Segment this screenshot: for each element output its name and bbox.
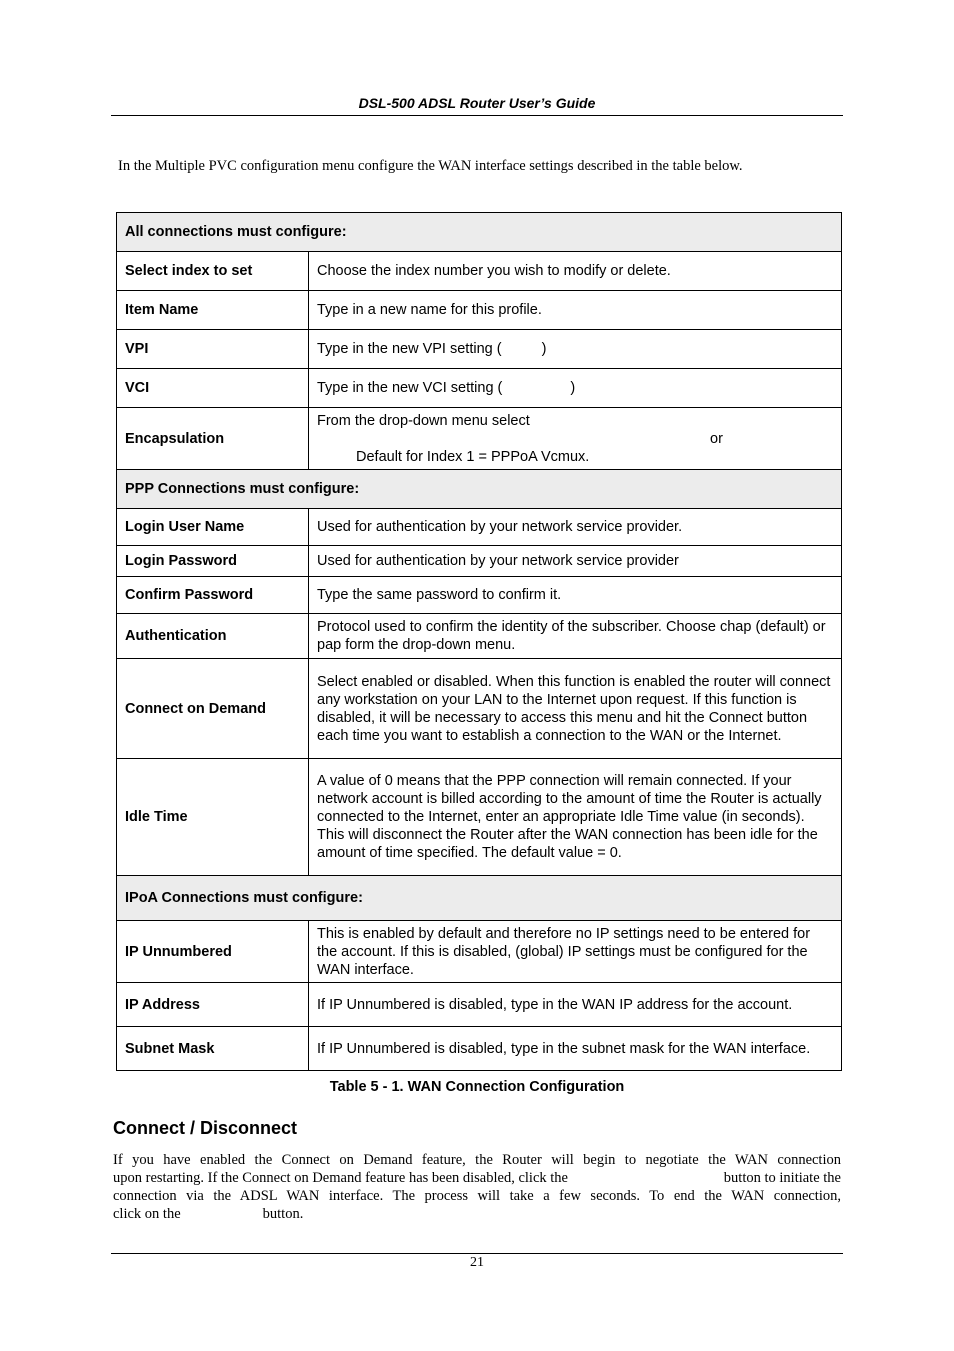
table-row xyxy=(117,291,842,330)
paragraph-text: upon restarting. If the Connect on Demand feature has been disabled, click the xyxy=(113,1170,568,1186)
paragraph-text: button. xyxy=(262,1206,304,1222)
footer-rule xyxy=(111,1253,843,1254)
section-row-ppp xyxy=(117,470,842,509)
table-row xyxy=(117,330,842,369)
row-label: VPI xyxy=(117,330,309,369)
row-description: This is enabled by default and therefore no IP settings need to be entered for the account. If this is disabled, (global) IP settings must be configured for the WAN interface. xyxy=(309,921,842,983)
table-row xyxy=(117,983,842,1027)
paragraph-text: button to initiate the xyxy=(723,1170,841,1186)
encap-line-1: From the drop-down menu select xyxy=(317,412,530,429)
row-label: Confirm Password xyxy=(117,577,309,614)
paragraph-text: click on the xyxy=(113,1206,181,1222)
table-caption: Table 5 - 1. WAN Connection Configuration xyxy=(329,1079,625,1095)
vpi-desc-start: Type in the new VPI setting ( xyxy=(317,341,502,357)
vci-desc-end: ) xyxy=(570,380,576,396)
row-label: Encapsulation xyxy=(117,408,309,470)
row-label: IP Address xyxy=(117,983,309,1027)
vpi-desc-end: ) xyxy=(541,341,547,357)
section-row-ipoa xyxy=(117,876,842,921)
intro-paragraph: In the Multiple PVC configuration menu configure the WAN interface settings described in the table below. xyxy=(118,158,743,174)
row-description xyxy=(309,408,842,470)
row-label: Authentication xyxy=(117,614,309,659)
section-label-ppp: PPP Connections must configure: xyxy=(117,470,842,509)
section-row-all xyxy=(117,213,842,252)
row-description: Protocol used to confirm the identity of the subscriber. Choose chap (default) or pap form the drop-down menu. xyxy=(309,614,842,659)
row-label: Connect on Demand xyxy=(117,659,309,759)
row-description: A value of 0 means that the PPP connection will remain connected. If your network account is billed according to the amount of time the Router is actually connected to the Internet, enter an appropriate Idle Time value (in seconds). This will disconnect the Router after the WAN connection has been idle for the amount of time specified. The default value = 0. xyxy=(309,759,842,876)
table-row xyxy=(117,1027,842,1071)
encap-line-2: or xyxy=(710,430,723,447)
row-description: Type in a new name for this profile. xyxy=(309,291,842,330)
table-row xyxy=(117,659,842,759)
row-label: Select index to set xyxy=(117,252,309,291)
table-row xyxy=(117,546,842,577)
table-row xyxy=(117,614,842,659)
wan-config-table xyxy=(116,212,842,1071)
row-label: Idle Time xyxy=(117,759,309,876)
vci-desc-start: Type in the new VCI setting ( xyxy=(317,380,503,396)
encap-line-3: Default for Index 1 = PPPoA Vcmux. xyxy=(356,448,590,465)
section-label-ipoa: IPoA Connections must configure: xyxy=(117,876,842,921)
table-row xyxy=(117,921,842,983)
row-label: Login Password xyxy=(117,546,309,577)
row-description xyxy=(309,369,842,408)
table-row xyxy=(117,577,842,614)
paragraph-line: connection via the ADSL WAN interface. The process will take a few seconds. To end the WAN connection, xyxy=(113,1188,841,1204)
row-description: Used for authentication by your network service provider xyxy=(309,546,842,577)
row-description: Used for authentication by your network service provider. xyxy=(309,509,842,546)
row-label: Login User Name xyxy=(117,509,309,546)
row-description: If IP Unnumbered is disabled, type in the subnet mask for the WAN interface. xyxy=(309,1027,842,1071)
header-rule xyxy=(111,115,843,116)
row-label: IP Unnumbered xyxy=(117,921,309,983)
paragraph-line xyxy=(113,1169,841,1187)
row-description: Type the same password to confirm it. xyxy=(309,577,842,614)
row-description xyxy=(309,330,842,369)
running-header: DSL-500 ADSL Router User’s Guide xyxy=(358,95,596,111)
paragraph-line: If you have enabled the Connect on Demand feature, the Router will begin to negotiate the WAN connection xyxy=(113,1152,841,1168)
table-row xyxy=(117,759,842,876)
row-label: VCI xyxy=(117,369,309,408)
paragraph-line xyxy=(113,1205,841,1223)
section-label-all: All connections must configure: xyxy=(117,213,842,252)
page-number: 21 xyxy=(470,1255,484,1270)
row-description: Select enabled or disabled. When this function is enabled the router will connect any workstation on your LAN to the Internet upon request. If this function is disabled, it will be necessary to access this menu and hit the Connect button each time you want to establish a connection to the WAN or the Internet. xyxy=(309,659,842,759)
row-description: Choose the index number you wish to modify or delete. xyxy=(309,252,842,291)
table-row xyxy=(117,369,842,408)
row-label: Subnet Mask xyxy=(117,1027,309,1071)
table-row xyxy=(117,408,842,470)
table-row xyxy=(117,252,842,291)
row-description: If IP Unnumbered is disabled, type in the WAN IP address for the account. xyxy=(309,983,842,1027)
section-heading: Connect / Disconnect xyxy=(113,1118,298,1138)
table-row xyxy=(117,509,842,546)
row-label: Item Name xyxy=(117,291,309,330)
connect-paragraph xyxy=(113,1151,841,1223)
